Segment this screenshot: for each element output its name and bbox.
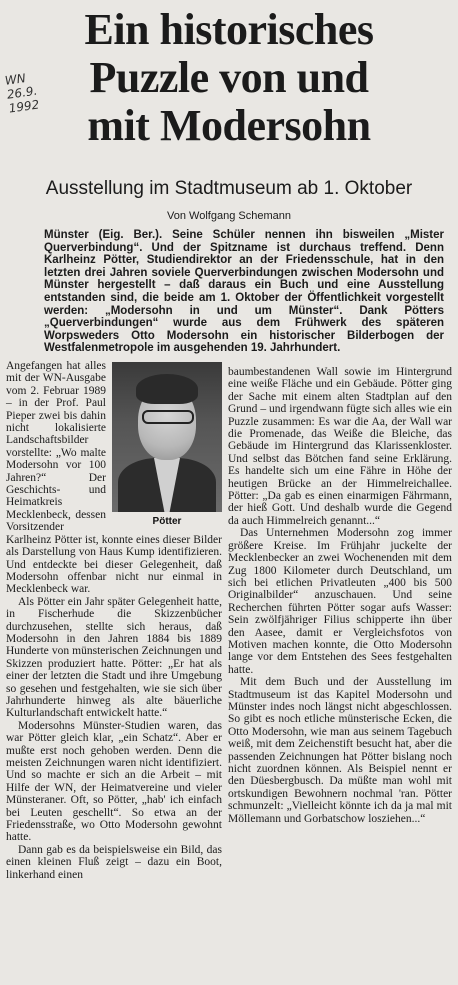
left-paragraph-2: Als Pötter ein Jahr später Gelegenheit hatte, in Fischerhude die Skizzenbücher durchzusehen, stellte sich heraus, daß Modersohn in den Jahren 1884 bis 1889 Hunderte von münsterischen Zeichnungen und Skizzen produziert hatte. Pötter: „Er hat als einer der letzten die Stadt und ihre Umgebung so gesehen und festgehalten, wie sie sich über Jahrhunderte hinweg als alte bäuerliche Kulturlandschaft entwickelt hatte.“ [6,595,222,720]
left-paragraph-3: Modersohns Münster-Studien waren, das war Pötter gleich klar, „ein Schatz“. Aber er mußte erst noch gehoben werden. Denn die meisten Zeichnungen waren nicht identifiziert. Und so machte er sich an die Arbeit – mit Hilfe der WN, der Heimatvereine und vieler Münsteraner. Oft, so Pötter, „hab' ich einfach bei Leuten geschellt“. So etwa an der Friedensstraße, wo Otto Modersohn gewohnt hatte. [6,719,222,844]
handnote-year: 1992 [7,97,41,116]
lead-paragraph: Münster (Eig. Ber.). Seine Schüler nennen ihn bisweilen „Mister Querverbindung“. Und der Spitzname ist durchaus treffend. Denn Karlheinz Pötter, Studiendirektor an der Friedensschule, hat in den letzten drei Jahren soviele Querverbindungen zwischen Modersohn und Münster hergestellt – daß daraus ein Buch und eine Ausstellung entstanden sind, die beide am 1. Oktober der Öffentlichkeit vorgestellt werden: „Modersohn in und um Münster“. Dank Pötters „Querverbindungen“ wurde aus dem Frühwerk des späteren Worpsweders Otto Modersohn ein historischer Bilderbogen der Westfalenmetropole im ausgehenden 19. Jahrhundert. [44,229,444,355]
left-paragraph-4: Dann gab es da beispielsweise ein Bild, das einen kleinen Fluß zeigt – dazu ein Boot, linkerhand einen [6,843,222,881]
left-column [6,360,222,881]
byline: Von Wolfgang Schemann [167,210,291,222]
right-paragraph-2: Das Unternehmen Modersohn zog immer größere Kreise. Im Frühjahr juckelte der Mecklenbecker an zwei Wochenenden mit dem Zug 1800 Kilometer durch Deutschland, um sich bei etlichen Privatleuten „400 bis 500 Originalbilder“ anzuschauen. Und seine Recherchen führten Pötter sogar aufs Wasser: Sein zwölfjähriger Filius schipperte ihn über den Aasee, damit er Vergleichsfotos von Motiven machen konnte, die Otto Modersohn lange vor dem Entstehen des Sees festgehalten hatte. [228,527,452,676]
right-paragraph-1: baumbestandenen Wall sowie im Hintergrund eine weiße Fläche und ein Gebäude. Pötter ging der Sache mit einem alten Stadtplan auf den Grund – und irgendwann fügte sich alles wie ein Puzzle zusammen: Es war die Aa, der Wall war die Promenade, das Weiße die Bleiche, das Gebäude im Hintergrund das Klarissenkloster. Und selbst das Bötchen fand seine Erklärung. Es handelte sich um eine Fähre in Höhe der heutigen Brücke an der Himmelreichallee. Pötter: „Da gab es einen einarmigen Fährmann, der hieß Gott. Und deshalb wurde die Gegend da auch Himmelreich genannt...“ [228,366,452,527]
portrait-photo [112,362,222,530]
portrait-hair [136,374,198,404]
headline [0,6,458,150]
portrait-image [112,362,222,512]
portrait-glasses [142,410,194,424]
right-paragraph-3: Mit dem Buch und der Ausstellung im Stadtmuseum ist das Kapitel Modersohn und Münster indes noch längst nicht abgeschlossen. So gibt es noch etliche münsterische Ecken, die Otto Modersohn, wie man aus seinem Tagebuch weiß, mit dem Zeichenstift besucht hat, aber die passenden Zeichnungen hat Pötter bislang noch nicht zuordnen können. Als Beispiel nennt er den Düesbergbusch. Da müßte man wohl mit ortskundigen Bewohnern nochmal 'ran. Pötter schmunzelt: „Vielleicht könnte ich da ja mal mit Möllemann und Gorbatschow losziehen...“ [228,676,452,825]
photo-caption: Pötter [152,515,182,527]
handnote-paper: WN [4,71,27,88]
left-paragraph-1: Angefangen hat alles mit der WN-Ausgabe vom 2. Februar 1989 – in der Prof. Paul Pieper zwei bis dahin nicht lokalisierte Landschaftsbilder vorstellte: „Wo malte Modersohn vor 100 Jahren?“ Der Geschichts- und Heimatkreis Mecklenbeck, dessen Vorsitzender Karlheinz Pötter ist, konnte eines dieser Bilder als Darstellung von Haus Kump identifizieren. Und entdeckte bei dieser Gelegenheit, daß Modersohn offenbar nicht nur einmal in Mecklenbeck war. [6,360,222,596]
headline-line-2: Puzzle von und [89,53,369,102]
subheadline: Ausstellung im Stadtmuseum ab 1. Oktober [45,178,413,199]
headline-line-1: Ein historisches [84,5,374,54]
handnote-day: 26.9. [5,83,39,102]
right-column [228,366,452,825]
headline-line-3: mit Modersohn [87,101,371,150]
handwritten-date-note [4,68,49,115]
